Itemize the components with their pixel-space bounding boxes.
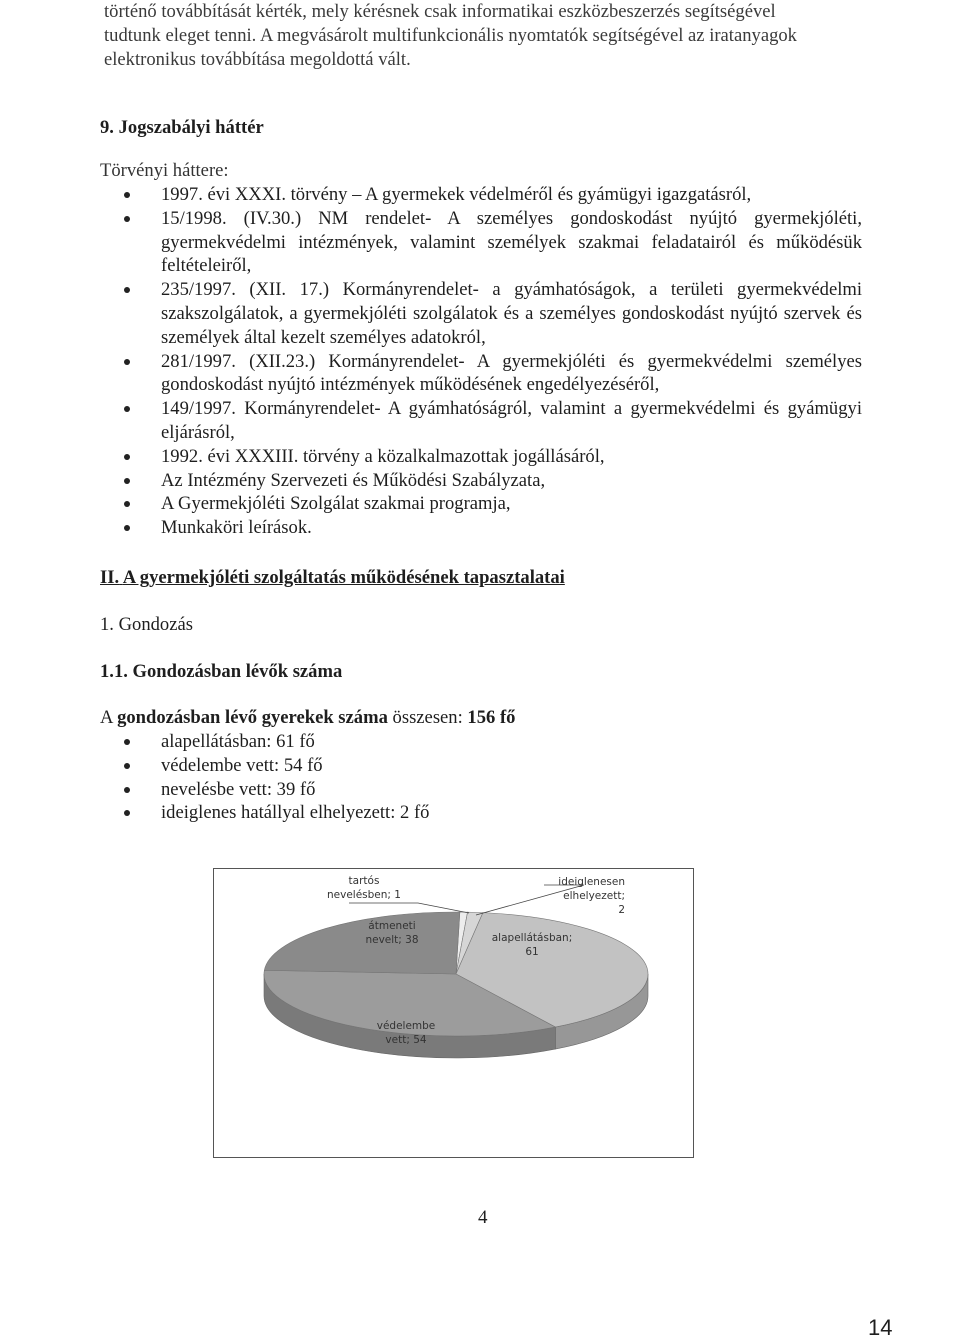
subsection-1-1-heading: 1.1. Gondozásban lévők száma — [100, 661, 343, 682]
pie-label: védelembe — [376, 1020, 436, 1032]
legal-item: 235/1997. (XII. 17.) Kormányrendelet- a gyámhatóságok, a területi gyermekvédelmi szakszolgálatok, a gyermekjóléti szolgálatok és a személyes gondoskodást nyújtó szervek és személyek által kezelt személyes adatokról, — [120, 278, 862, 349]
care-item: nevelésbe vett: 39 fő — [120, 778, 862, 802]
bullet-icon — [124, 454, 130, 460]
bullet-icon — [124, 501, 130, 507]
care-pie-chart — [213, 868, 694, 1158]
pie-label: ideiglenesen — [558, 876, 625, 888]
legal-background-subtitle: Törvényi háttere: — [100, 160, 229, 181]
pie-label: elhelyezett; — [563, 890, 625, 902]
bullet-icon — [124, 359, 130, 365]
pie-label: nevelésben; 1 — [327, 889, 401, 901]
leader-line — [349, 903, 469, 913]
legal-item: 1997. évi XXXI. törvény – A gyermekek védelméről és gyámügyi igazgatásról, — [120, 183, 862, 207]
bullet-icon — [124, 739, 130, 745]
intro-line-2: tudtunk eleget tenni. A megvásárolt multifunkcionális nyomtatók segítségével az iratanyagok — [104, 24, 797, 46]
legal-item: 149/1997. Kormányrendelet- A gyámhatóságról, valamint a gyermekvédelmi és gyámügyi eljárásról, — [120, 397, 862, 445]
care-summary: A gondozásban lévő gyerekek száma összesen: 156 fő — [100, 707, 516, 728]
intro-paragraph — [104, 0, 862, 71]
legal-item: Munkaköri leírások. — [120, 516, 862, 540]
care-list — [120, 730, 862, 825]
section-II-number: II. — [100, 567, 120, 588]
section-9-heading: 9. Jogszabályi háttér — [100, 117, 264, 138]
bullet-icon — [124, 810, 130, 816]
legal-item: Az Intézmény Szervezeti és Működési Szabályzata, — [120, 469, 862, 493]
care-item: ideiglenes hatállyal elhelyezett: 2 fő — [120, 801, 862, 825]
bullet-icon — [124, 192, 130, 198]
bullet-icon — [124, 406, 130, 412]
bullet-icon — [124, 287, 130, 293]
legal-item: 1992. évi XXXIII. törvény a közalkalmazottak jogállásáról, — [120, 445, 862, 469]
care-item: alapellátásban: 61 fő — [120, 730, 862, 754]
intro-line-3: elektronikus továbbítása megoldottá vált. — [104, 48, 411, 70]
pie-label: alapellátásban; — [491, 932, 573, 944]
subsection-1-heading: 1. Gondozás — [100, 614, 193, 635]
legal-list — [120, 183, 862, 540]
page-number: 4 — [478, 1207, 488, 1228]
section-II-title: A gyermekjóléti szolgáltatás működésének tapasztalatai — [122, 567, 565, 588]
bullet-icon — [124, 787, 130, 793]
pie-label: tartós — [348, 875, 380, 887]
pie-label: 61 — [525, 946, 539, 958]
care-item: védelembe vett: 54 fő — [120, 754, 862, 778]
bullet-icon — [124, 763, 130, 769]
pie-label: 2 — [618, 904, 625, 916]
section-II-heading — [100, 566, 565, 590]
bullet-icon — [124, 525, 130, 531]
legal-item: 281/1997. (XII.23.) Kormányrendelet- A gyermekjóléti és gyermekvédelmi személyes gondoskodást nyújtó intézmények működésének engedélyezéséről, — [120, 350, 862, 398]
legal-item: A Gyermekjóléti Szolgálat szakmai programja, — [120, 492, 862, 516]
pie-label: vett; 54 — [385, 1034, 427, 1046]
pie-chart-svg — [214, 869, 692, 1156]
pie-label: átmeneti — [368, 920, 416, 932]
legal-item: 15/1998. (IV.30.) NM rendelet- A személyes gondoskodást nyújtó gyermekjóléti, gyermekvédelmi intézmények, valamint személyek szakmai feladatairól és működésük feltételeiről, — [120, 207, 862, 278]
bullet-icon — [124, 216, 130, 222]
pie-label: nevelt; 38 — [365, 934, 419, 946]
sheet-number: 14 — [868, 1315, 893, 1340]
intro-line-1: történő továbbítását kérték, mely kérésnek csak informatikai eszközbeszerzés segítségével — [104, 1, 776, 22]
care-total: 156 fő — [467, 707, 516, 728]
bullet-icon — [124, 478, 130, 484]
pie-slice — [264, 912, 459, 974]
